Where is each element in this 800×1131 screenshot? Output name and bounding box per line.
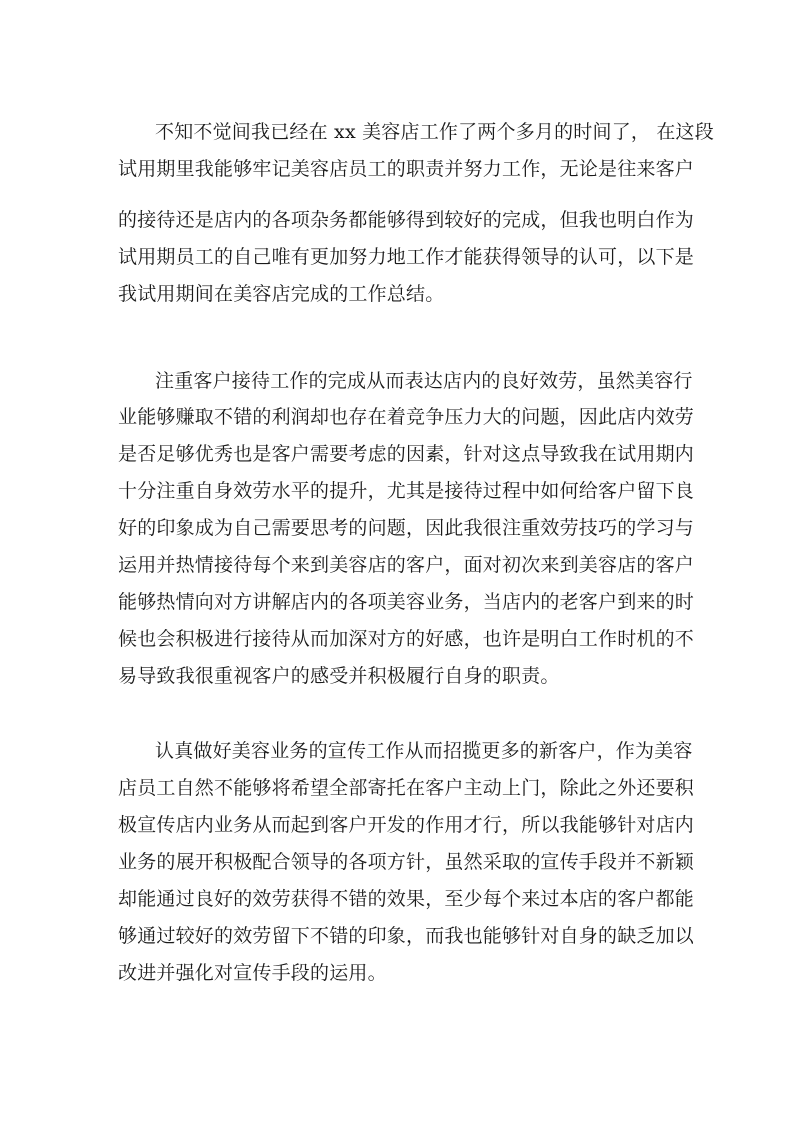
paragraph-4-line-3: 极宣传店内业务从而起到客户开发的作用才行，所以我能够针对店内 — [118, 814, 695, 836]
paragraph-2-line-1: 的接待还是店内的各项杂务都能够得到较好的完成，但我也明白作为 — [118, 209, 695, 231]
paragraph-3-line-4: 十分注重自身效劳水平的提升，尤其是接待过程中如何给客户留下良 — [118, 480, 695, 502]
paragraph-2-line-2: 试用期员工的自己唯有更加努力地工作才能获得领导的认可，以下是 — [118, 246, 695, 268]
paragraph-4-line-4: 业务的展开积极配合领导的各项方针，虽然采取的宣传手段并不新颖 — [118, 851, 695, 873]
paragraph-4-line-5: 却能通过良好的效劳获得不错的效果，至少每个来过本店的客户都能 — [118, 888, 695, 910]
paragraph-4-line-2: 店员工自然不能够将希望全部寄托在客户主动上门，除此之外还要积 — [118, 777, 695, 799]
paragraph-4-line-1: 认真做好美容业务的宣传工作从而招揽更多的新客户，作为美容 — [155, 740, 693, 762]
paragraph-3-line-3: 是否足够优秀也是客户需要考虑的因素，针对这点导致我在试用期内 — [118, 443, 695, 465]
paragraph-3-line-5: 好的印象成为自己需要思考的问题，因此我很注重效劳技巧的学习与 — [118, 517, 695, 539]
paragraph-1-line-2: 试用期里我能够牢记美容店员工的职责并努力工作，无论是往来客户 — [118, 158, 695, 180]
paragraph-2-line-3: 我试用期间在美容店完成的工作总结。 — [118, 283, 445, 305]
paragraph-3-line-1: 注重客户接待工作的完成从而表达店内的良好效劳，虽然美容行 — [155, 370, 693, 392]
paragraph-3-line-6: 运用并热情接待每个来到美容店的客户，面对初次来到美容店的客户 — [118, 554, 695, 576]
paragraph-4-line-6: 够通过较好的效劳留下不错的印象，而我也能够针对自身的缺乏加以 — [118, 925, 695, 947]
paragraph-3-line-7: 能够热情向对方讲解店内的各项美容业务，当店内的老客户到来的时 — [118, 591, 695, 613]
paragraph-1-line-1: 不知不觉间我已经在 xx 美容店工作了两个多月的时间了， 在这段 — [155, 121, 714, 143]
paragraph-4-line-7: 改进并强化对宣传手段的运用。 — [118, 962, 387, 984]
paragraph-3-line-9: 易导致我很重视客户的感受并积极履行自身的职责。 — [118, 665, 560, 687]
paragraph-3-line-2: 业能够赚取不错的利润却也存在着竞争压力大的问题，因此店内效劳 — [118, 406, 695, 428]
paragraph-3-line-8: 候也会积极进行接待从而加深对方的好感，也许是明白工作时机的不 — [118, 628, 695, 650]
